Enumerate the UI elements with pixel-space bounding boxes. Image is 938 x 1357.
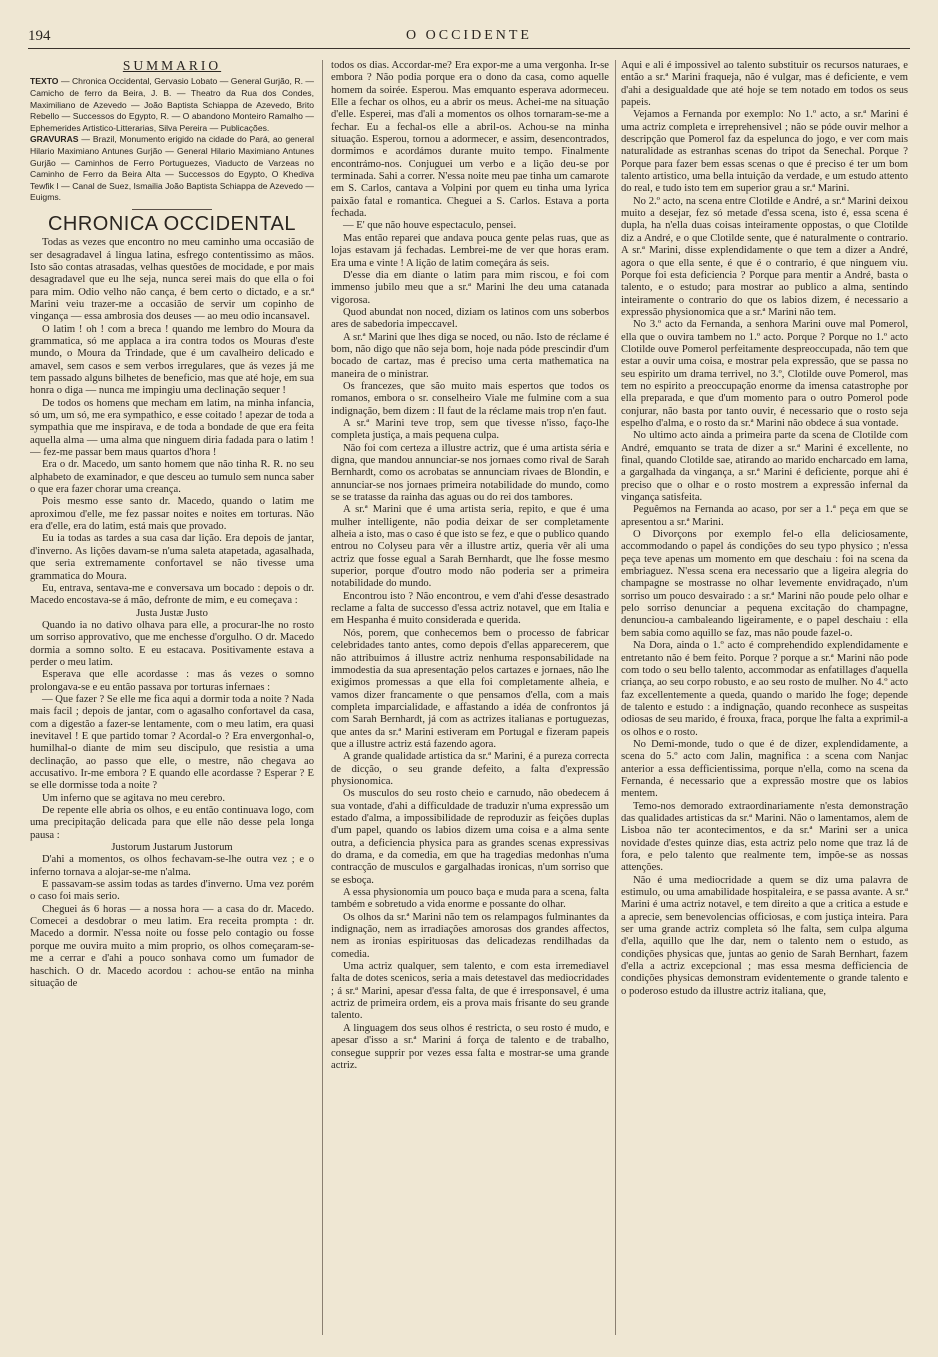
article-paragraph: Justa Justæ Justo [136,607,208,619]
column-3 [621,60,908,1340]
article-paragraph: Os olhos da sr.ª Marini não tem os relampagos fulminantes da indignação, nem as irradiações amorosas dos grandes affectos, nem as ironias espirituosas das delicadezas rendilhadas da comedia. [331,911,609,960]
article-paragraph: O latim ! oh ! com a breca ! quando me lembro do Moura da grammatica, só me applaca a ira contra todos os Mouras d'este mundo, o Moura da Trindade, que é um cavalheiro delicado e amavel, sem casos e sem verbos irregulares, que ás vezes já me tem passado alguns bilhetes de beneficio, mas que até hoje, em sua honra o diga — nunca me impingiu uma declinação sequer ! [30,323,314,397]
article-paragraph: A sr.ª Marini que é uma artista seria, repito, e que é uma mulher intelligente, não podia deixar de ser completamente alheia a isto, mas o caso é que isto se fez, e que o publico quando entrou no Colyseu para vêr a illustre artiz, queria vêr ali uma actriz que fosse egual a Sarah Bernhardt, que lhe fosse mesmo superior, porque d'outro modo não poderia ser a primeira notabilidade do mundo. [331,504,609,590]
article-paragraph: — E' que não houve espectaculo, pensei. [343,220,517,232]
column-1-body [30,237,314,990]
article-paragraph: De todos os homens que mecham em latim, na minha infancia, só um, um só, me era sympathico, e esse coitado ! apezar de toda a sympathia que me inspirava, e de toda a bondade de que era feita aquella alma — uma alma que ninguem diria fadada para o latim ! — fez-me passar bem maus quartos d'hora ! [30,397,314,459]
article-paragraph: Eu, entrava, sentava-me e conversava um bocado : depois o dr. Macedo encostava-se á mão, defronte de mim, e eu começava : [30,582,314,607]
article-paragraph: Eu ia todas as tardes a sua casa dar lição. Era depois de jantar, d'inverno. As lições davam-se n'uma saleta atapetada, agasalhada, que seria extremamente confortavel se não tivesse uma grammatica do Moura. [30,533,314,582]
summary-texto [30,76,314,134]
article-paragraph: Era o dr. Macedo, um santo homem que não tinha R. R. no seu alphabeto de examinador, e que desceu ao tumulo sem nunca saber o que era fazer chorar uma creança. [30,459,314,496]
texto-contents: — Chronica Occidental, Gervasio Lobato — General Gurjão, R. — Camicho de ferro da Beira, J. B. — Theatro da Rua dos Condes, Maximiliano de Azevedo — João Baptista Schiappa de Azevedo, Brito Rebello — Successos do Egypto, R. — O abandono Monteiro Ramalho — Ephemerides Artistico-Litterarias, Silva Pereira — Publicações. [30,76,314,133]
article-paragraph: Os musculos do seu rosto cheio e carnudo, não obedecem á sua vontade, d'ahi a difficuldade de traduzir n'uma expressão um estado d'alma, a impossibilidade de reproduzir as feições duplas d'um papel, quando os labios dizem uma coisa e a alma sente outra, a deficiencia physica para as grandes scenas expressivas do drama, e da comedia, em que ha tragedias medonhas n'uma contracção de musculos e gargalhadas ironicas, n'um sorriso que se esboça. [331,788,609,886]
column-2 [331,60,609,1340]
column-rule [615,60,616,1335]
article-paragraph: Nós, porem, que conhecemos bem o processo de fabricar celebridades tanto antes, como depois d'ellas apparecerem, que não attribuimos á illustre actriz nenhuma responsabilidade na immodestia da sua apresentação pelos cartazes e jornaes, não lhe exigimos promessas a que ella foi completamente alheia, e vamos dizer francamente o que pensamos d'ella, com a mais completa imparcialidade, e affastando a idéa de confrontos já com Sarah Bernhardt, já com as actrizes italianas e portuguezas, que antes da sr.ª Marini estiveram em Portugal e fizeram papeis que a illustre actriz está fazendo agora. [331,627,609,750]
article-paragraph: Não é uma mediocridade a quem se diz uma palavra de estimulo, ou uma amabilidade hospitaleira, e se passa avante. A sr.ª Marini é uma actriz notavel, e tem direito a que a critica a estude e a aprecie, sem benevolencias officiosas, e com justiça inteira. Para ser uma grande actriz completa só lhe falta, sem culpa alguma d'ella, aquillo que lhe dar, nem o talento nem o estudo, as condições physicas que, juntas ao genio de Sarah Bernhart, fazem d'ella a actriz excepcional ; mas essa mesma defficiencia de condições physicas demonstram evidentemente o grande talento e o poderoso estudo da illustre actriz italiana, que, [621,874,908,997]
column-3-body [621,60,908,998]
article-paragraph: A linguagem dos seus olhos é restricta, o seu rosto é mudo, e apesar d'isso a sr.ª Marini á força de talento e de trabalho, consegue supprir por vezes essa falta e mostrar-se uma grande actriz. [331,1022,609,1071]
article-paragraph: Temo-nos demorado extraordinariamente n'esta demonstração das qualidades artisticas da sr.ª Marini. Não o lamentamos, alem de Lisboa não ter acontecimentos, e da sr.ª Marini ser a unica novidade d'estes quinze dias, esta actriz pelo nome que traz lá de fora, e pelo talento que realmente tem, impõe-se as nossas attenções. [621,800,908,874]
article-paragraph: A sr.ª Marini que lhes diga se noced, ou não. Isto de réclame é bom, não digo que não seja bom, hoje nada póde prescindir d'um bocado de cartaz, mas é preciso uma certa mathematica na maneira de o ministrar. [331,331,609,380]
article-paragraph: Uma actriz qualquer, sem talento, e com esta irremediavel falta de dotes scenicos, seria a mais detestavel das mediocridades ; á sr.ª Marini, apesar d'essa falta, de que é irresponsavel, é uma actriz de primeira ordem, eis a prova mais frisante do seu grande talento. [331,961,609,1022]
article-paragraph: Mas então reparei que andava pouca gente pelas ruas, que as lojas estavam já fechadas. Lembrei-me de ver que horas eram. Era uma e vinte ! A lição de latim começára ás seis. [331,232,609,269]
article-paragraph: Não foi com certeza a illustre actriz, que é uma artista séria e digna, que mandou annunciar-se nos jornaes como rival de Sarah Bernhardt, como os acrobatas se annunciam rivaes de Blondin, e annunciar-se nos jornaes primeira notabilidade do mundo, como se se tratasse da rainha das aguas ou do rei dos tambores. [331,442,609,504]
article-paragraph: D'esse dia em diante o latim para mim riscou, e foi com immenso jubilo meu que a sr.ª Marini lhe deu uma catanada vigorosa. [331,269,609,306]
texto-label: TEXTO [30,76,59,87]
article-paragraph: Encontrou isto ? Não encontrou, e vem d'ahi d'esse desastrado reclame a falta de successo d'essa actriz notavel, que em Italia e em Hespanha é muito considerada e querida. [331,590,609,627]
summary-title: SUMMARIO [122,60,222,73]
article-paragraph: A sr.ª Marini teve trop, sem que tivesse n'isso, faço-lhe completa justiça, a mais pequena culpa. [331,417,609,442]
article-paragraph: Os francezes, que são muito mais espertos que todos os romanos, embora o sr. conselheiro Viale me fulmine com a sua indignação, bem dizem : Il faut de la réclame mais trop n'en faut. [331,380,609,417]
article-paragraph: Um inferno que se agitava no meu cerebro. [42,792,225,804]
section-title: CHRONICA OCCIDENTAL [47,212,297,235]
article-paragraph: Aqui e ali é impossivel ao talento substituir os recursos naturaes, e então a sr.ª Marini fraqueja, não é vulgar, mas é deficiente, e vem d'ahi a desigualdade que até hoje se tem notado em todos os seus papeis. [621,60,908,109]
article-paragraph: Cheguei ás 6 horas — a nossa hora — a casa do dr. Macedo. Comecei a desdobrar o meu latim. Era receita prompta : dr. Macedo a dormir. N'essa noite ou fosse pelo contagio ou fosse porque me ouvira muito a mim proprio, os olhos começaram-se-me a cerrar e d'ahi a pouco sonhava como um fumador de haschich. O dr. Macedo acordou : achou-se então na minha situação de [30,903,314,989]
article-paragraph: Esperava que elle acordasse : mas ás vezes o somno prolongava-se e eu então passava por torturas infernaes : [30,669,314,693]
column-1 [30,60,314,1340]
article-paragraph: De repente elle abria os olhos, e eu então continuava logo, com uma precipitação delicada para que elle não desse pela longa pausa : [30,805,314,841]
article-paragraph: No ultimo acto ainda a primeira parte da scena de Clotilde com André, emquanto se trata de dizer a sr.ª Marini é excellente, no final, quando Clotilde sae, atirando ao marido encharcado em lama, a gargalhada da vingança, a sr.ª Marini é deficiente, porque ahi é preciso que o olhar e o rosto mostrem a expressão infernal da vingança satisfeita. [621,430,908,504]
article-paragraph: A grande qualidade artistica da sr.ª Marini, é a pureza correcta de dicção, o seu grande defeito, a falta d'expressão physionomica. [331,751,609,787]
publication-title: O OCCIDENTE [406,28,532,43]
article-paragraph: Todas as vezes que encontro no meu caminho uma occasião de ser desagradavel á lingua latina, esfrego contentissimo as mãos. Isto são contas atrasadas, velhas questões de mocidade, e por mais desagradavel que eu lhe seja, nunca serei mais do que ella o foi para mim. Odio velho não cança, é bem certo o dictado, e a sr.ª Marini veiu trazer-me a occasião de servir um copinho de vingança — essa ambrosia dos deuses — ao meu odio incansavel. [30,237,314,323]
page-header [28,26,910,49]
article-paragraph: — Que fazer ? Se elle me fica aqui a dormir toda a noite ? Nada mais facil ; depois de jantar, com o agasalho confortavel da casa, com a digestão a fazer-se lentamente, com o meu latim, era quasi inevitavel ! E que partido tomar ? Acordal-o ? Era envergonhal-o, humilhal-o diante de mim seu discipulo, que resistia a uma declinação, ao passo que elle, o mestre, não chegava ao accusativo. Ir-me embora ? E quando elle acordasse ? Esperar ? E se elle dormisse toda a noite ? [30,693,314,792]
article-paragraph: E passavam-se assim todas as tardes d'inverno. Uma vez porém o caso foi mais serio. [30,879,314,903]
column-rule [322,60,323,1335]
article-paragraph: Vejamos a Fernanda por exemplo: No 1.º acto, a sr.ª Marini é uma actriz completa e irreprehensivel ; não se póde ouvir melhor a descripção que Pomerol faz da espelunca do jogo, e ver com mais naturalidade as estranhas scenas do tripot da Senechal. Porque ? Porque para fazer bem essas scenas o que é preciso é ter um bom talento artistico, uma bella intuição da verdade, e um estudo attento do real, e tudo isto tem em superior grau a sr.ª Marini. [621,109,908,195]
article-paragraph: D'ahi a momentos, os olhos fechavam-se-lhe outra vez ; e o inferno tornava a alojar-se-me n'alma. [30,854,314,878]
article-paragraph: Pois mesmo esse santo dr. Macedo, quando o latim me aproximou d'elle, me fez passar noites e noites em torturas. Não era d'elle, era do latim, está mais que provado. [30,496,314,533]
article-paragraph: Peguêmos na Fernanda ao acaso, por ser a 1.ª peça em que se apresentou a sr.ª Marini. [621,504,908,528]
article-paragraph: O Divorçons por exemplo fel-o ella deliciosamente, accommodando o papel ás condições do seu typo physico ; n'essa peça teve apenas um momento em que deschaiu : foi na scena da embriaguez. N'essa scena era necessario que a ligeira alegria do champagne se mostrasse no olhar levemente envidraçado, n'um sorriso um pouco desvairado : a sr.ª Marini não poude pelo olhar e pelo sorriso denunciar a pequena excitação do champagne, denunciou-a cambaleando ligeiramente, e o papel deschaiu : ella bem sabia como aquillo se faz, mas não poude fazel-o. [621,529,908,639]
gravuras-contents: — Brazil, Monumento erigido na cidade do Pará, ao general Hilario Maximiano Antunes Gurjão — General Hilario Maximiano Antunes Gurjão — Caminhos de Ferro Portuguezes, Viaducto de Varzeas no Caminho de Ferro da Beira Alta — Successos do Egypto, O Khediva Tewfik I — Canal de Suez, Ismailia João Baptista Schiappa de Azevedo — Euigms. [30,134,314,203]
summary-gravuras [30,134,314,204]
article-paragraph: Na Dora, ainda o 1.º acto é comprehendido explendidamente e entretanto não é bem feito. Porque ? porque a sr.ª Marini não pode com todo o seu bello talento, accommodar as enfatillages d'aquella criança, ao seu corpo robusto, e ao seu rosto de mulher. No 4.º acto faz excellentemente a queda, quando o marido lhe foge; depende de talento e estudo : a indignação, quando reconhece as suspeitas odiosas de seu marido, é frouxa, fraca, porque lhe falta a exprimil-a os olhos e o rosto. [621,640,908,738]
page-number: 194 [28,28,51,44]
article-paragraph: Quando ia no dativo olhava para elle, a procurar-lhe no rosto um sorriso approvativo, que me enchesse d'orgulho. O dr. Macedo dormia a somno solto. E eu estacava. Positivamente estava a perder o meu latim. [30,619,314,668]
summary-separator [132,209,212,210]
article-paragraph: A essa physionomia um pouco baça e muda para a scena, falta também e sobretudo a vida enorme e possante do olhar. [331,887,609,911]
article-paragraph: todos os dias. Accordar-me? Era expor-me a uma vergonha. Ir-se embora ? Não podia porque era o dono da casa, como aquelle homem da soirée. Esperou. Mas emquanto esperava adormeceu. Elle a fechar os olhos, eu a abrir os meus. Achei-me na situação d'elle. Esperei, mas d'ali a momentos os olhos tornaram-se-me a fechar. Eu a fechal-os elle a abril-os. Achou-se na minha situação. Esperou, tornou a adormecer, e assim, desencontrados, dormimos e acordámos durante muito tempo. Finalmente encontrámo-nos. Conjuguei um verbo e a lição deu-se por terminada. Sahi a correr. N'essa noite meu pae tinha um camarote em S. Carlos, cantava a Volpini por quem eu tinha uma lyrica paixão fatal e romantica. Cheguei a S. Carlos. Estava a porta fechada. [331,60,609,220]
article-paragraph: No 3.º acto da Fernanda, a senhora Marini ouve mal Pomerol, ella que o ouvira tambem no 1.º acto. Porque ? Porque no 1.º acto Clotilde ouve Pomerol perfeitamente despreoccupada, não tem que estar a ouvir uma coisa, e mostrar pela expressão, que se passa no seu espirito um drama terrivel, no 3.º, Clotilde ouve Pomerol, mas tem no espirito a preoccupação enorme da imensa catastrophe por ella preparada, e que d'um momento para o outro Pomerol pode conjurar, não basta por tanto ouvir, é necessario que o rosto seja espelho d'alma, e o rosto da sr.ª Marini não obdece á sua vontade. [621,319,908,429]
article-paragraph: Quod abundat non noced, diziam os latinos com uns soberbos ares de sabedoria impeccavel. [331,306,609,331]
article-paragraph: No 2.º acto, na scena entre Clotilde e André, a sr.ª Marini deixou muito a desejar, fez só metade d'essa scena, isto é, essa scena é dupla, ha n'ella duas coisas inteiramente oppostas, o que Clotilde diz a André, e o que Clotilde sente, que é naturalmente o contrario. A sr.ª Marini, disse explendidamente o que tem a dizer a André, agora o que ella sente, é que é o contrario, é que ninguem viu. Porque foi esta deficiencia ? Porque para mentir a André, basta o talento, e o estudo; para mostrar ao publico a alma, sentindo inteiramente o contrario do que os labios dizem, é necessario a expressão physionomica que a sr.ª Marini não tem. [621,195,908,318]
article-paragraph: Justorum Justarum Justorum [111,842,233,854]
column-2-body [331,60,609,1072]
article-paragraph: No Demi-monde, tudo o que é de dizer, explendidamente, a scena do 5.º acto com Jalin, magnifica : a scena com Nanjac anterior a essa defficientissima, porque n'ella, como na scena da Fernanda, é necessario que a expressão mostre que os labios mentem. [621,738,908,800]
gravuras-label: GRAVURAS [30,134,79,145]
